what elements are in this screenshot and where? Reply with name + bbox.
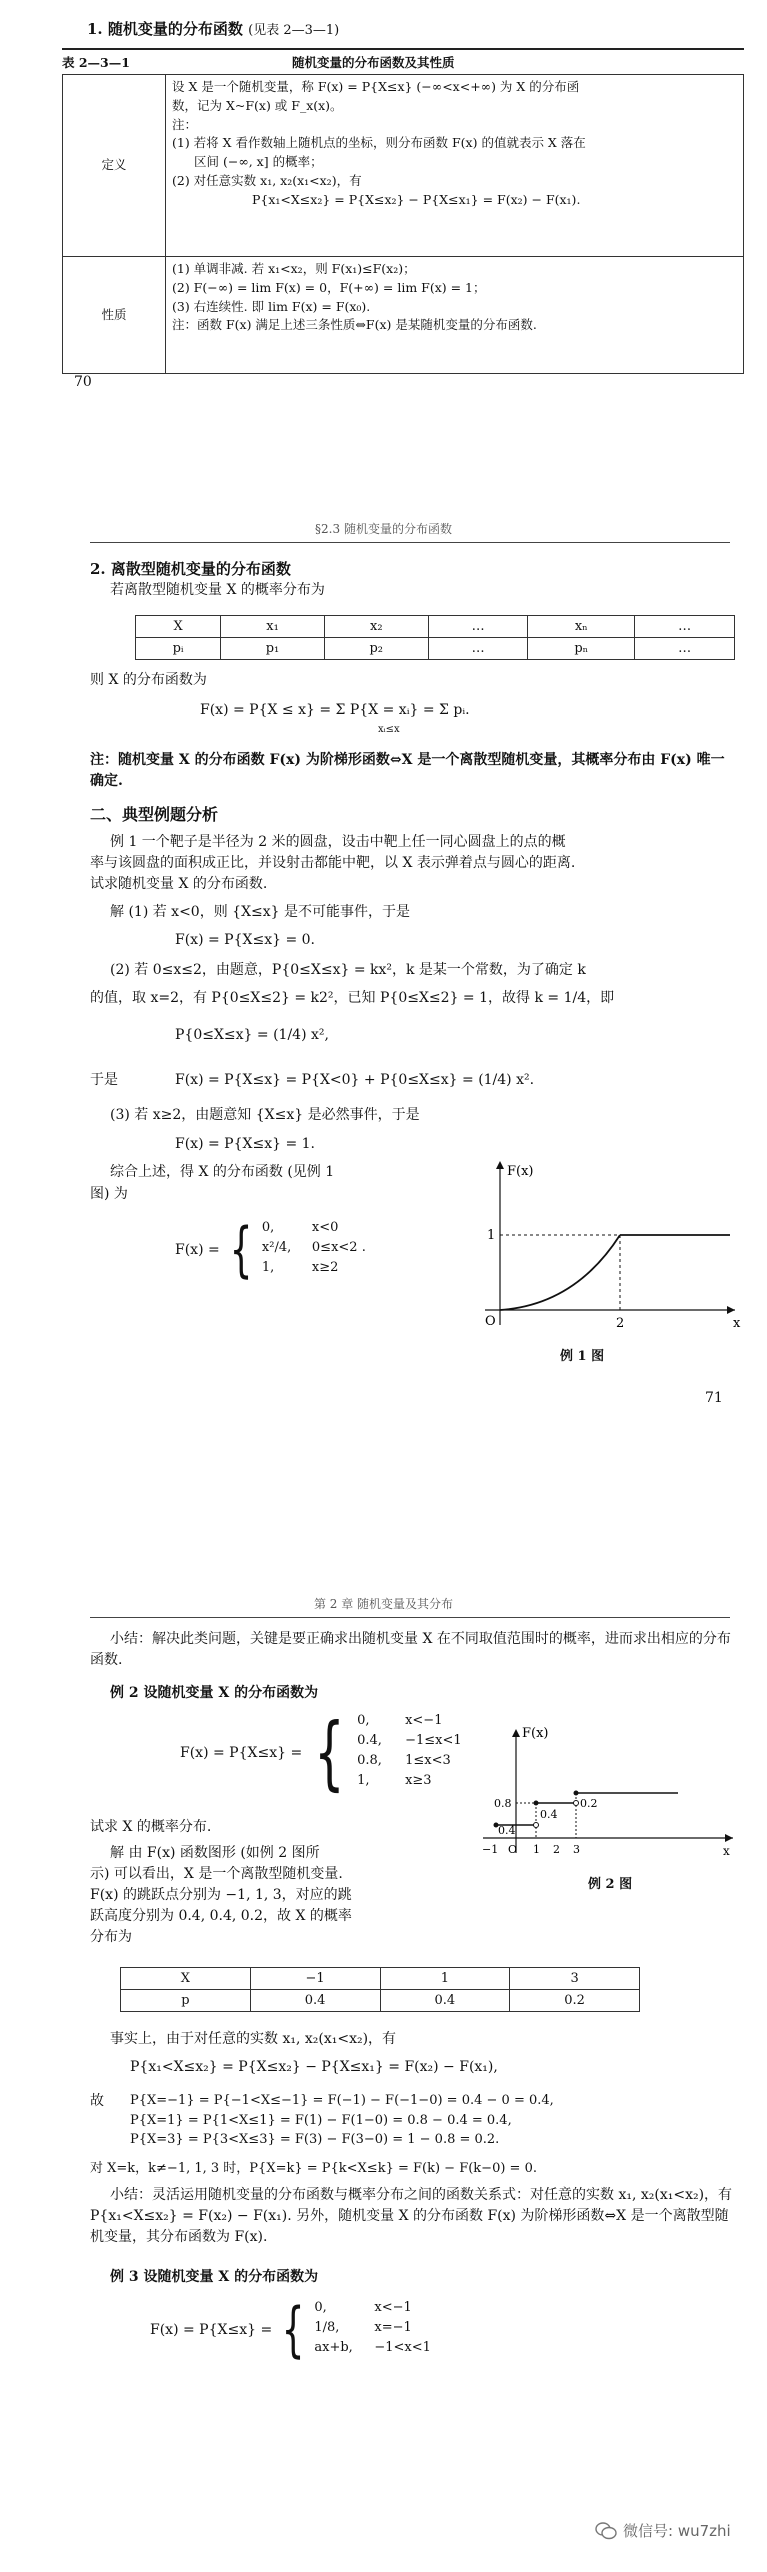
- tick-1: 1: [533, 1843, 540, 1856]
- case-value: 0,: [357, 1713, 370, 1728]
- solution-line: 分布为: [90, 1929, 132, 1945]
- example-2-solution: [90, 1843, 470, 1948]
- table-title: 随机变量的分布函数及其性质: [292, 55, 455, 70]
- watermark-text: 微信号: wu7zhi: [623, 2522, 731, 2540]
- table-cell: −1: [250, 1968, 380, 1990]
- solution-2a: (2) 若 0≤x≤2，由题意，P{0≤X≤x} = kx²，k 是某一个常数，为了确定 k: [110, 962, 586, 978]
- def-line: 设 X 是一个随机变量，称 F(x) = P{X≤x} (−∞<x<+∞) 为 X 的分布函: [172, 79, 580, 94]
- table-cell: pₙ: [528, 638, 635, 660]
- summary-a: 综合上述，得 X 的分布函数 (见例 1: [110, 1164, 335, 1180]
- figure-1-caption: 例 1 图: [560, 1349, 605, 1364]
- then-text: 则 X 的分布函数为: [90, 672, 207, 688]
- running-header: §2.3 随机变量的分布函数: [315, 522, 452, 536]
- solution-2-result: F(x) = P{X≤x} = P{X<0} + P{0≤X≤x} = (1/4) x².: [175, 1072, 535, 1088]
- case-value: 1,: [261, 1260, 275, 1275]
- v04a-label: 0.4: [498, 1824, 516, 1837]
- def-line: (1) 若将 X 看作数轴上随机点的坐标，则分布函数 F(x) 的值就表示 X 落在: [172, 135, 586, 151]
- def-cell: [166, 75, 744, 257]
- table-cell: 0.2: [510, 1990, 640, 2012]
- example-2-figure: [478, 1723, 738, 1868]
- def-line: (2) 对任意实数 x₁, x₂(x₁<x₂)，有: [172, 172, 362, 188]
- prop-label: 性质: [63, 257, 166, 374]
- page-72: [0, 1595, 767, 2572]
- solution-2-formula: P{0≤X≤x} = (1/4) x²,: [175, 1027, 329, 1043]
- y-label: F(x): [507, 1164, 534, 1179]
- case-cond: x<0: [311, 1220, 339, 1235]
- case-cond: x=−1: [374, 2320, 412, 2335]
- tick-3: 3: [573, 1843, 580, 1856]
- solution-line: 解 由 F(x) 函数图形 (如例 2 图所: [110, 1845, 320, 1861]
- v02-label: 0.2: [580, 1797, 598, 1810]
- prop-line: 注：函数 F(x) 满足上述三条性质⇔F(x) 是某随机变量的分布函数.: [172, 317, 537, 333]
- tick-2: 2: [553, 1843, 560, 1856]
- case-value: 0,: [314, 2300, 327, 2315]
- cdf-formula: F(x) = P{X ≤ x} = Σ P{X = xᵢ} = Σ pᵢ.: [200, 702, 470, 718]
- table-cell: xₙ: [528, 616, 635, 638]
- x-label: x: [723, 1844, 730, 1858]
- piecewise-2: [180, 1706, 462, 1799]
- table-2-3-1: [62, 48, 744, 374]
- formula-subscript: xᵢ≤x: [378, 724, 400, 735]
- solution-line: 跃高度分别为 0.4, 0.4, 0.2，故 X 的概率: [90, 1908, 352, 1924]
- ex1-line: 例 1 一个靶子是半径为 2 米的圆盘，设击中靶上任一同心圆盘上的点的概: [110, 834, 566, 850]
- table-cell: x₁: [221, 616, 325, 638]
- brace-icon: {: [229, 1215, 253, 1285]
- solution-2-yu: 于是: [90, 1072, 118, 1088]
- table-cell: …: [635, 638, 735, 660]
- case-cond: 0≤x<2 .: [311, 1240, 366, 1255]
- prop-line: (3) 右连续性. 即 lim F(x) = F(x₀).: [172, 298, 371, 314]
- table-row: [63, 257, 744, 374]
- part-title: 二、典型例题分析: [90, 805, 219, 824]
- header-rule: [90, 1617, 730, 1618]
- table-cell: p₁: [221, 638, 325, 660]
- prop-line: (1) 单调非减. 若 x₁<x₂，则 F(x₁)≤F(x₂)；: [172, 261, 416, 276]
- solution-3-formula: F(x) = P{X≤x} = 1.: [175, 1136, 315, 1152]
- case-cond: x<−1: [374, 2300, 412, 2315]
- piecewise-3: [150, 2295, 431, 2365]
- section-title: [87, 18, 339, 41]
- x-arrow-icon: [725, 1834, 733, 1842]
- example-2-ask: 试求 X 的概率分布.: [90, 1819, 212, 1835]
- table-cell: 3: [510, 1968, 640, 1990]
- table-cell: x₂: [324, 616, 428, 638]
- fx-prefix: F(x) = P{X≤x} =: [150, 2321, 273, 2338]
- case-cond: −1≤x<1: [405, 1733, 462, 1748]
- prop-line: (2) F(−∞) = lim F(x) = 0，F(+∞) = lim F(x) = 1；: [172, 279, 486, 295]
- def-label: 定义: [63, 75, 166, 257]
- open-point: [534, 1823, 539, 1828]
- def-line: 区间 (−∞, x] 的概率；: [194, 154, 323, 169]
- y-arrow-icon: [496, 1161, 504, 1169]
- table-cell: X: [136, 616, 221, 638]
- case-value: x²/4,: [261, 1240, 292, 1255]
- running-header: 第 2 章 随机变量及其分布: [313, 1597, 454, 1611]
- case-cond: x<−1: [405, 1713, 443, 1728]
- figure-2-caption: 例 2 图: [588, 1877, 633, 1892]
- case-cond: 1≤x<3: [405, 1753, 451, 1768]
- summary-text-1: 小结：解决此类问题，关键是要正确求出随机变量 X 在不同取值范围时的概率，进而求出相应的分布函数.: [90, 1631, 731, 1668]
- table-row: [63, 75, 744, 257]
- x-label: x: [733, 1316, 741, 1331]
- watermark: [595, 2520, 731, 2541]
- gu-text: 故: [90, 2093, 104, 2109]
- table-row: [136, 638, 735, 660]
- example-1: [90, 832, 740, 895]
- curve-segment: [500, 1235, 620, 1310]
- table-cell: 0.4: [250, 1990, 380, 2012]
- probability-table: [120, 1967, 640, 2012]
- solution-1-formula: F(x) = P{X≤x} = 0.: [175, 932, 315, 948]
- case-value: 0.4,: [357, 1733, 382, 1748]
- example-3-title: 例 3 设随机变量 X 的分布函数为: [110, 2269, 319, 2285]
- page-70: [0, 0, 767, 390]
- example-2-title: 例 2 设随机变量 X 的分布函数为: [110, 1685, 319, 1701]
- table-cell: 0.4: [380, 1990, 510, 2012]
- closed-point: [534, 1801, 539, 1806]
- example-1-figure: [445, 1155, 745, 1335]
- origin-label: O: [485, 1314, 496, 1329]
- table-cell: pᵢ: [136, 638, 221, 660]
- table-row: [121, 1990, 640, 2012]
- table-cell: p: [121, 1990, 251, 2012]
- page-number: 71: [705, 1390, 723, 1406]
- def-line: 数，记为 X~F(x) 或 F_x(x)。: [172, 97, 343, 113]
- brace-icon: {: [314, 1706, 345, 1799]
- wechat-icon: [595, 2522, 617, 2540]
- table-cell: …: [635, 616, 735, 638]
- ex1-line: 率与该圆盘的面积成正比，并设射击都能中靶，以 X 表示弹着点与圆心的距离.: [90, 855, 576, 871]
- tick-one: 1: [487, 1228, 496, 1243]
- table-cell: …: [428, 638, 528, 660]
- section-title: 2. 离散型随机变量的分布函数: [90, 560, 291, 578]
- table-row: [121, 1968, 640, 1990]
- open-point: [574, 1801, 579, 1806]
- fx-prefix: F(x) = P{X≤x} =: [180, 1744, 303, 1761]
- section-ref: (见表 2—3—1): [248, 23, 340, 38]
- fx-prefix: F(x) =: [175, 1241, 220, 1258]
- intro-text: 若离散型随机变量 X 的概率分布为: [110, 582, 325, 598]
- tick-m1: −1: [482, 1843, 499, 1856]
- case-value: 1/8,: [314, 2320, 340, 2335]
- x-arrow-icon: [727, 1306, 735, 1314]
- solution-1: 解 (1) 若 x<0，则 {X≤x} 是不可能事件，于是: [110, 904, 411, 920]
- section-label: 1. 随机变量的分布函数: [87, 20, 243, 38]
- note-text: 注：随机变量 X 的分布函数 F(x) 为阶梯形函数⇔X 是一个离散型随机变量，其概率分布由 F(x) 唯一确定.: [90, 752, 725, 789]
- solution-3: (3) 若 x≥2，由题意知 {X≤x} 是必然事件，于是: [110, 1107, 420, 1123]
- fact-formula: P{x₁<X≤x₂} = P{X≤x₂} − P{X≤x₁} = F(x₂) − F(x₁),: [130, 2059, 498, 2075]
- case-cond: −1<x<1: [374, 2340, 431, 2355]
- y-arrow-icon: [512, 1729, 520, 1737]
- distribution-table: [135, 615, 735, 660]
- v08-label: 0.8: [494, 1797, 512, 1810]
- case-value: 0,: [261, 1220, 275, 1235]
- page-number: 70: [74, 374, 92, 390]
- case-value: ax+b,: [314, 2340, 353, 2355]
- case-cond: x≥2: [311, 1260, 339, 1275]
- cases: [262, 1220, 366, 1280]
- closed-point: [574, 1791, 579, 1796]
- summary-b: 图) 为: [90, 1186, 128, 1202]
- solution-line: 示) 可以看出，X 是一个离散型随机变量.: [90, 1866, 343, 1882]
- calc-line: P{X=−1} = P{−1<X≤−1} = F(−1) − F(−1−0) = 0.4 − 0 = 0.4,: [130, 2093, 554, 2108]
- tick-two: 2: [616, 1316, 625, 1331]
- case-value: 1,: [357, 1773, 370, 1788]
- y-label: F(x): [522, 1726, 549, 1741]
- def-line: P{x₁<X≤x₂} = P{X≤x₂} − P{X≤x₁} = F(x₂) − F(x₁).: [252, 191, 581, 207]
- piecewise-1: [175, 1215, 366, 1285]
- prop-cell: [166, 257, 744, 374]
- case-value: 0.8,: [357, 1753, 382, 1768]
- cases: [314, 2300, 431, 2360]
- ex1-line: 试求随机变量 X 的分布函数.: [90, 876, 268, 892]
- header-rule: [90, 542, 730, 543]
- table-cell: p₂: [324, 638, 428, 660]
- solution-line: F(x) 的跳跃点分别为 −1, 1, 3，对应的跳: [90, 1887, 352, 1903]
- table-id: 表 2—3—1: [62, 55, 130, 70]
- calc-line: P{X=3} = P{3<X≤3} = F(3) − F(3−0) = 1 − 0.8 = 0.2.: [130, 2132, 500, 2147]
- calc-line: P{X=1} = P{1<X≤1} = F(1) − F(1−0) = 0.8 − 0.4 = 0.4,: [130, 2112, 512, 2128]
- definition-table: [62, 74, 744, 374]
- other-k: 对 X=k，k≠−1, 1, 3 时，P{X=k} = P{k<X≤k} = F(k) − F(k−0) = 0.: [90, 2161, 537, 2176]
- page-71: [0, 520, 767, 1670]
- v04b-label: 0.4: [540, 1808, 558, 1821]
- calc-block: [130, 2091, 750, 2150]
- table-row: [136, 616, 735, 638]
- case-cond: x≥3: [405, 1773, 432, 1788]
- cases: [357, 1713, 462, 1793]
- table-cell: …: [428, 616, 528, 638]
- summary-text-2: 小结：灵活运用随机变量的分布函数与概率分布之间的函数关系式：对任意的实数 x₁, x₂(x₁<x₂)，有 P{x₁<X≤x₂} = F(x₂) − F(x₁). 另外，随机变量 X 的分布函数 F(x) 为阶梯形函数⇔X 是一个离散型随机变量，其分布函数为 F(x).: [90, 2187, 733, 2245]
- fact-text: 事实上，由于对任意的实数 x₁, x₂(x₁<x₂)，有: [110, 2031, 397, 2047]
- solution-2b: 的值，取 x=2，有 P{0≤X≤2} = k2²，已知 P{0≤X≤2} = 1，故得 k = 1/4，即: [90, 990, 615, 1006]
- brace-icon: {: [281, 2295, 305, 2365]
- table-cell: 1: [380, 1968, 510, 1990]
- def-line: 注：: [172, 116, 198, 132]
- origin-label: O: [508, 1843, 518, 1856]
- table-cell: X: [121, 1968, 251, 1990]
